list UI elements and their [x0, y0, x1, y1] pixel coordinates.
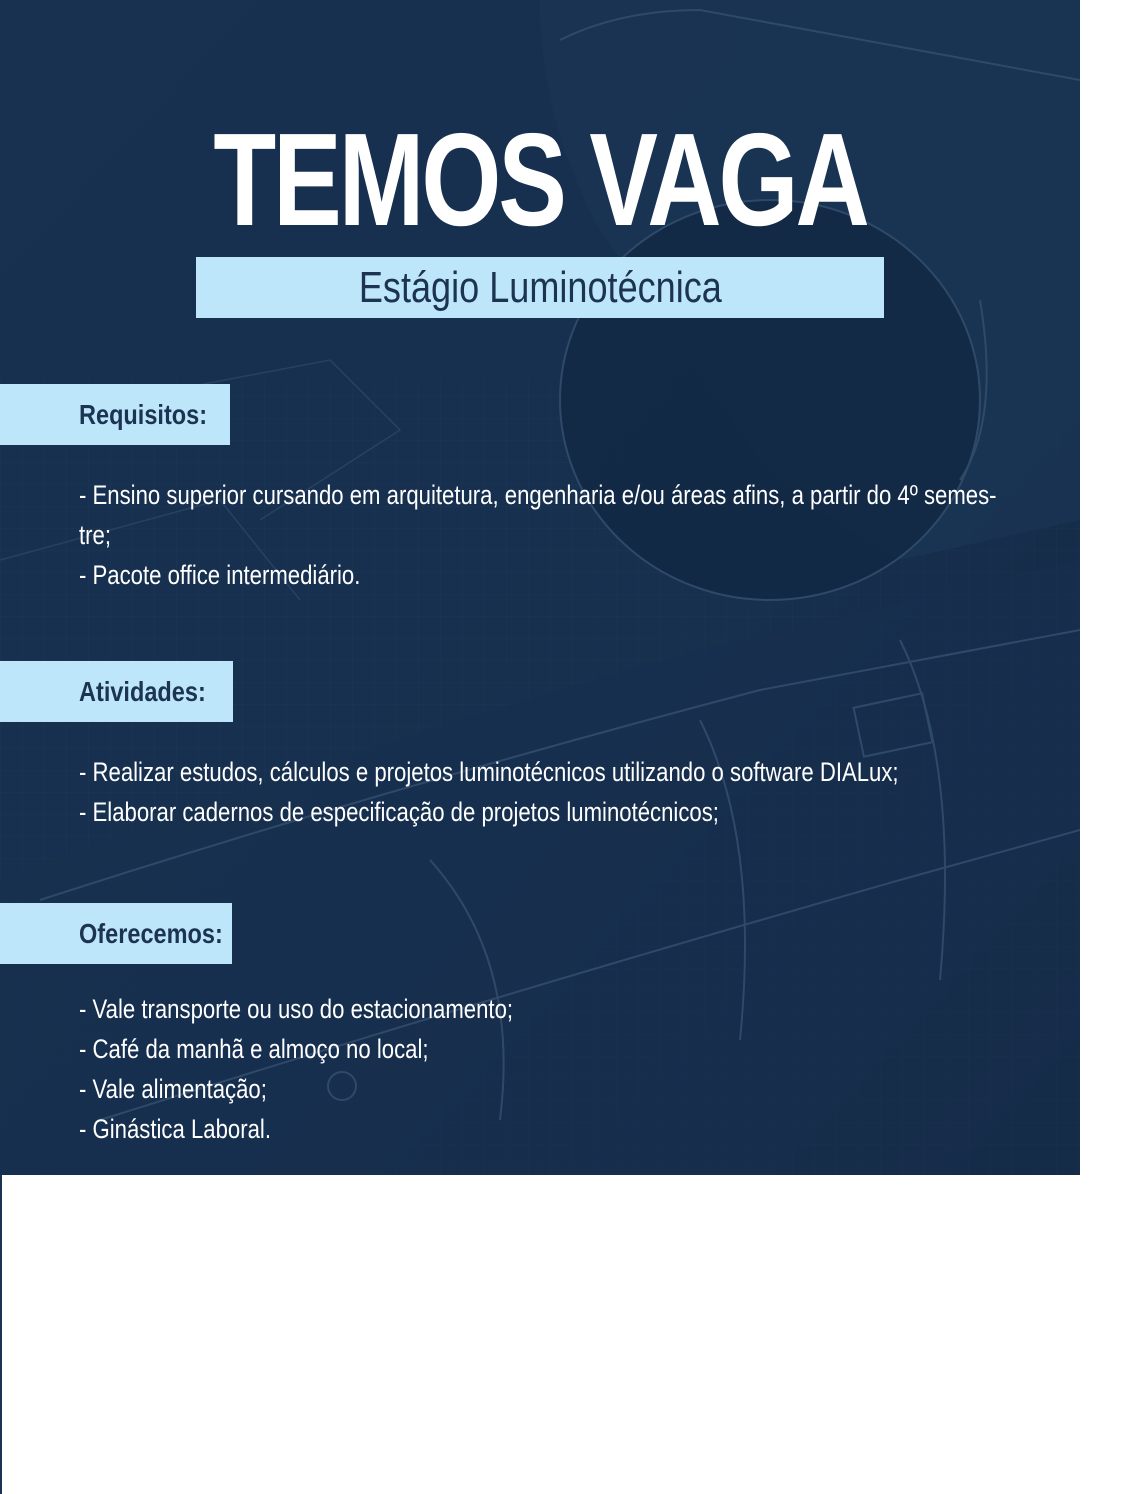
list-item: - Elaborar cadernos de especificação de projetos luminotécnicos; [79, 797, 719, 827]
list-item: tre; [79, 520, 111, 550]
section-label-requisitos: Requisitos: [79, 398, 208, 430]
atividades-list [79, 752, 1006, 832]
section-tab-oferecemos [0, 903, 232, 964]
list-item: - Ensino superior cursando em arquitetura, engenharia e/ou áreas afins, a partir do 4º semes- [79, 480, 997, 510]
subtitle-text: Estágio Luminotécnica [358, 263, 722, 312]
list-item: - Café da manhã e almoço no local; [79, 1034, 429, 1064]
list-item: - Vale transporte ou uso do estacionamento; [79, 994, 514, 1024]
page-edge-line [0, 1175, 2, 1494]
list-item: - Vale alimentação; [79, 1074, 267, 1104]
section-label-atividades: Atividades: [79, 675, 206, 707]
oferecemos-list [79, 989, 1006, 1149]
section-tab-atividades [0, 661, 233, 722]
list-item: - Pacote office intermediário. [79, 560, 361, 590]
list-item: - Ginástica Laboral. [79, 1114, 271, 1144]
list-item: - Realizar estudos, cálculos e projetos luminotécnicos utilizando o software DIALux; [79, 757, 899, 787]
section-tab-requisitos [0, 384, 230, 445]
section-label-oferecemos: Oferecemos: [79, 917, 223, 949]
subtitle-banner [196, 257, 884, 318]
headline-title: TEMOS VAGA [213, 106, 867, 253]
requisitos-list [79, 475, 1006, 595]
